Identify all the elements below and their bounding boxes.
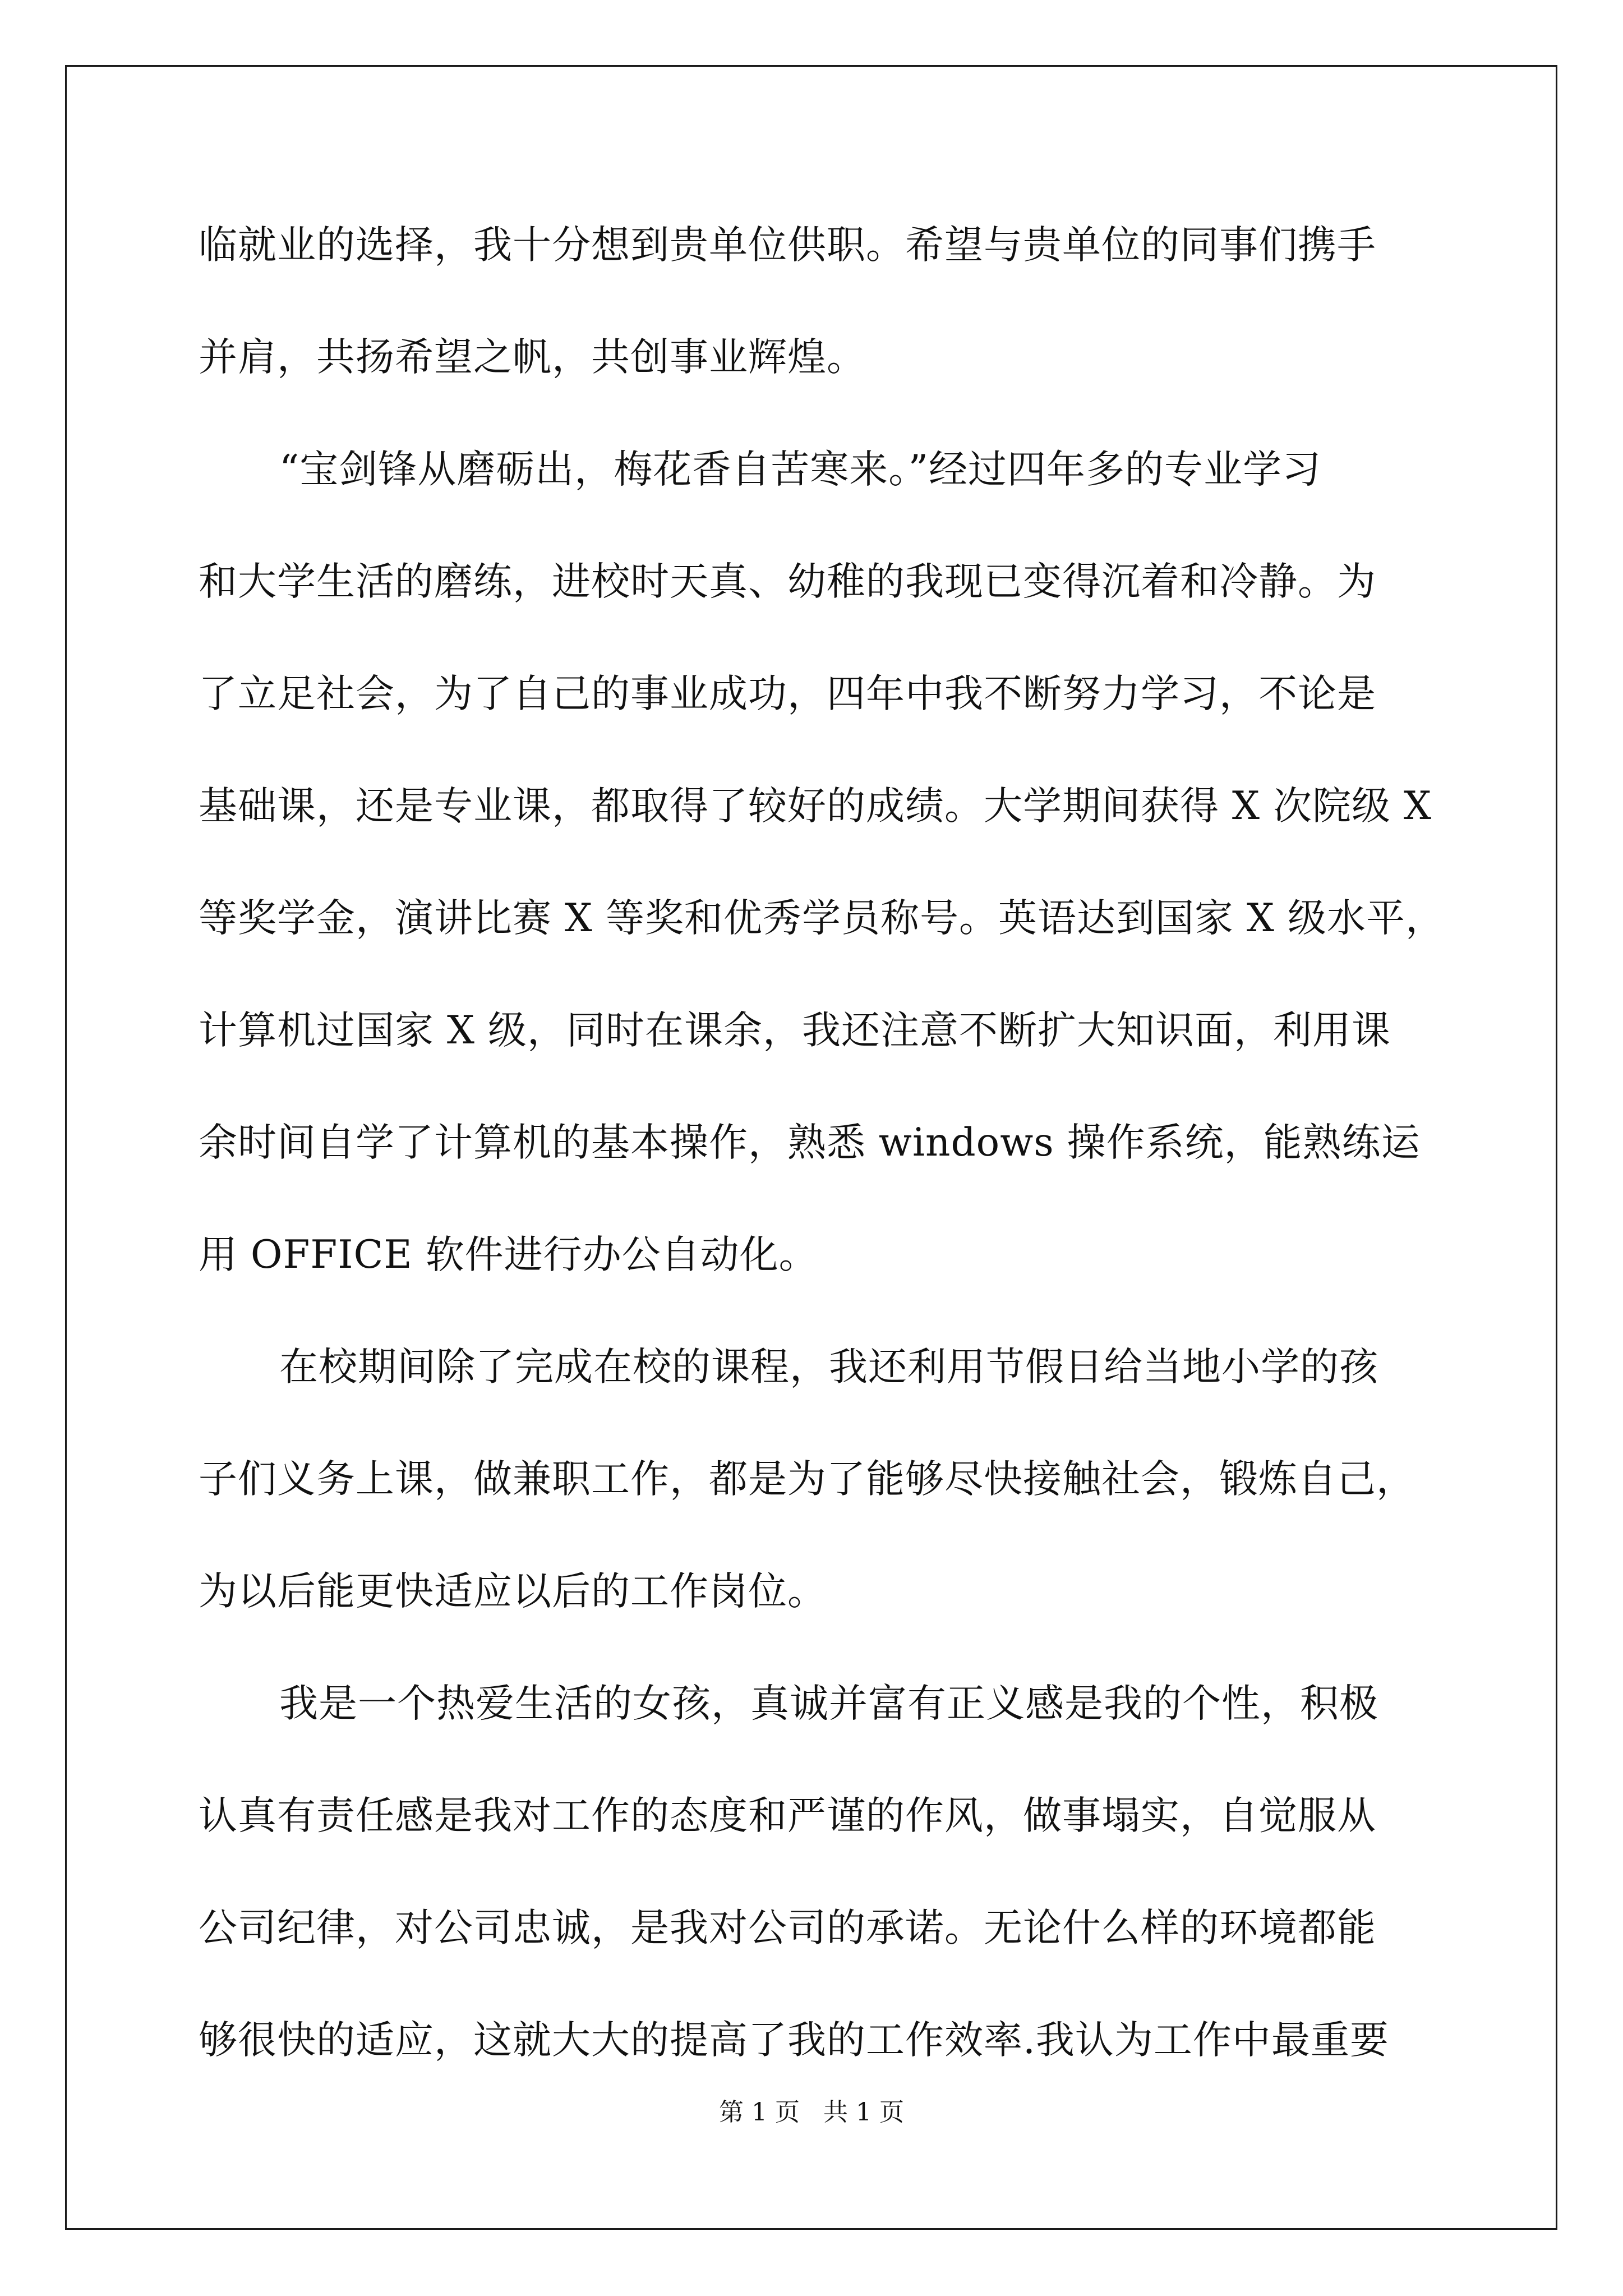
text-line: 我是一个热爱生活的女孩，真诚并富有正义感是我的个性，积极 [279, 1681, 1378, 1726]
text-line: 在校期间除了完成在校的课程，我还利用节假日给当地小学的孩 [279, 1345, 1378, 1389]
text-line: 计算机过国家 X 级，同时在课余，我还注意不断扩大知识面，利用课 [199, 1008, 1391, 1053]
text-line: 用 OFFICE 软件进行办公自动化。 [199, 1232, 818, 1277]
text-line: 和大学生活的磨练，进校时天真、幼稚的我现已变得沉着和冷静。为 [199, 559, 1376, 604]
text-line: 并肩，共扬希望之帆，共创事业辉煌。 [199, 335, 866, 380]
text-line: 基础课，还是专业课，都取得了较好的成绩。大学期间获得 X 次院级 X [199, 784, 1432, 829]
text-line: 为以后能更快适应以后的工作岗位。 [199, 1569, 827, 1614]
text-line: 够很快的适应，这就大大的提高了我的工作效率.我认为工作中最重要 [199, 2018, 1389, 2063]
page-number-footer: 第 1 页 共 1 页 [719, 2098, 904, 2127]
text-line: 公司纪律，对公司忠诚，是我对公司的承诺。无论什么样的环境都能 [199, 1906, 1376, 1950]
text-line: 余时间自学了计算机的基本操作，熟悉 windows 操作系统，能熟练运 [199, 1120, 1421, 1165]
text-line: 认真有责任感是我对工作的态度和严谨的作风，做事塌实，自觉服从 [199, 1793, 1376, 1838]
text-line: 等奖学金，演讲比赛 X 等奖和优秀学员称号。英语达到国家 X 级水平， [199, 896, 1445, 941]
text-line: 临就业的选择，我十分想到贵单位供职。希望与贵单位的同事们携手 [199, 223, 1376, 268]
text-line: 了立足社会，为了自己的事业成功，四年中我不断努力学习，不论是 [199, 671, 1376, 716]
text-line: “宝剑锋从磨砺出，梅花香自苦寒来。”经过四年多的专业学习 [279, 447, 1322, 492]
text-line: 子们义务上课，做兼职工作，都是为了能够尽快接触社会，锻炼自己， [199, 1457, 1415, 1502]
